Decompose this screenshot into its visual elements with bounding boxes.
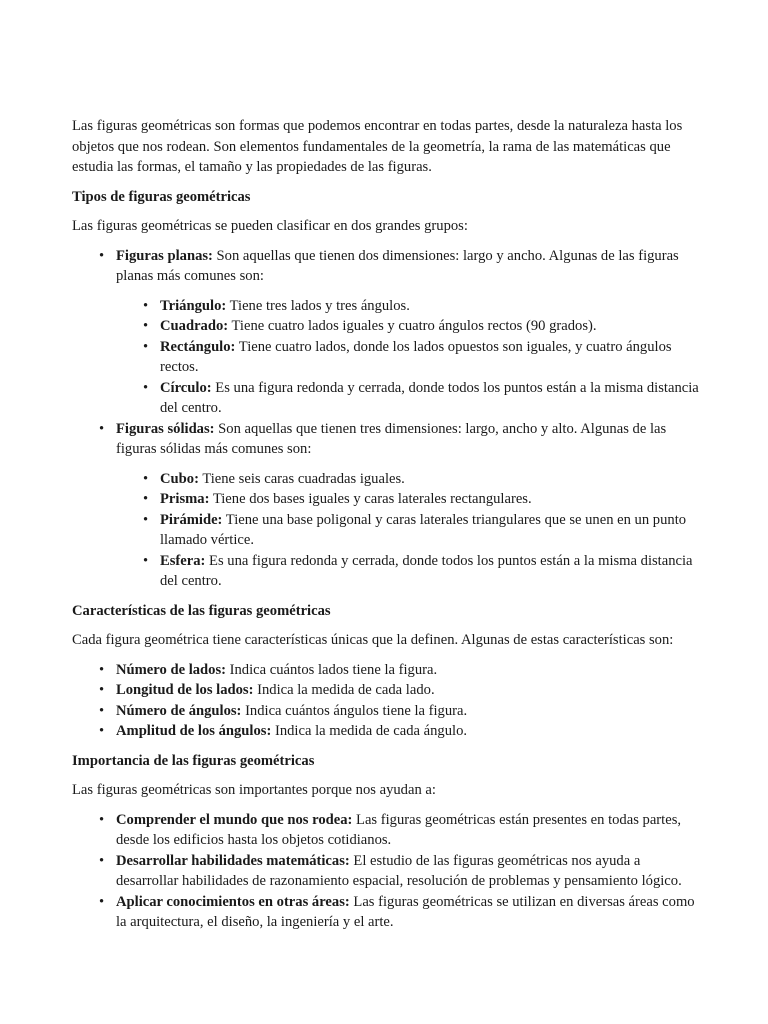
term: Prisma: — [160, 491, 210, 507]
definition: Indica cuántos ángulos tiene la figura. — [241, 702, 468, 719]
definition: Tiene cuatro lados, donde los lados opuestos son iguales, y cuatro ángulos rectos. — [160, 338, 672, 375]
definition: Las figuras geométricas se utilizan en diversas áreas como la arquitectura, el diseño, la ingeniería y el arte. — [116, 893, 695, 930]
definition: Tiene dos bases iguales y caras laterales rectangulares. — [209, 491, 532, 507]
term: Número de lados: — [116, 661, 226, 678]
definition: Indica la medida de cada lado. — [253, 682, 435, 698]
term: Longitud de los lados: — [116, 682, 254, 698]
solidas-sublist — [116, 469, 700, 592]
list-item — [116, 721, 700, 742]
definition: Las figuras geométricas están presentes en todas partes, desde los edificios hasta los objetos cotidianos. — [116, 811, 682, 848]
list-item — [116, 892, 700, 933]
section-heading-importancia: Importancia de las figuras geométricas — [72, 752, 315, 769]
term: Aplicar conocimientos en otras áreas: — [116, 893, 350, 910]
list-item — [160, 378, 700, 419]
list-item — [160, 489, 700, 510]
list-item — [160, 337, 700, 378]
tipos-list — [72, 246, 700, 592]
list-item — [116, 701, 700, 722]
intro-paragraph: Las figuras geométricas son formas que podemos encontrar en todas partes, desde la naturaleza hasta los objetos que nos rodean. Son elementos fundamentales de la geometría, la rama de las matemáticas que estudia las formas, el tamaño y las propiedades de las figuras. — [72, 118, 683, 175]
term: Esfera: — [160, 552, 206, 569]
importancia-list — [72, 810, 700, 933]
list-item — [116, 810, 700, 851]
caracteristicas-list — [72, 660, 700, 742]
term: Figuras planas: — [116, 247, 213, 264]
term: Amplitud de los ángulos: — [116, 723, 272, 739]
definition: Es una figura redonda y cerrada, donde todos los puntos están a la misma distancia del centro. — [160, 379, 699, 416]
list-item — [116, 851, 700, 892]
term: Cubo: — [160, 470, 199, 487]
definition: El estudio de las figuras geométricas nos ayuda a desarrollar habilidades de razonamiento espacial, resolución de problemas y pensamiento lógico. — [116, 852, 682, 889]
list-item — [160, 316, 700, 337]
definition: Son aquellas que tienen tres dimensiones: largo, ancho y alto. Algunas de las figuras sólidas más comunes son: — [116, 420, 667, 457]
definition: Es una figura redonda y cerrada, donde todos los puntos están a la misma distancia del centro. — [160, 552, 693, 589]
section-heading-tipos: Tipos de figuras geométricas — [72, 188, 251, 205]
definition: Tiene una base poligonal y caras laterales triangulares que se unen en un punto llamado vértice. — [160, 511, 687, 548]
caracteristicas-intro: Cada figura geométrica tiene características únicas que la definen. Algunas de estas características son: — [72, 632, 674, 648]
term: Rectángulo: — [160, 338, 236, 355]
definition: Tiene tres lados y tres ángulos. — [226, 297, 410, 314]
section-heading-caracteristicas: Características de las figuras geométricas — [72, 602, 331, 619]
tipos-intro: Las figuras geométricas se pueden clasificar en dos grandes grupos: — [72, 218, 468, 234]
list-item — [160, 510, 700, 551]
term: Triángulo: — [160, 297, 227, 314]
term: Comprender el mundo que nos rodea: — [116, 811, 353, 828]
list-item-figuras-solidas — [116, 419, 700, 592]
list-item — [160, 469, 700, 490]
term: Número de ángulos: — [116, 702, 242, 719]
definition: Indica cuántos lados tiene la figura. — [226, 661, 438, 678]
term: Figuras sólidas: — [116, 420, 215, 437]
definition: Tiene cuatro lados iguales y cuatro ángulos rectos (90 grados). — [228, 318, 597, 334]
term: Círculo: — [160, 379, 212, 396]
term: Cuadrado: — [160, 318, 229, 334]
term: Pirámide: — [160, 511, 223, 528]
document-page — [72, 116, 700, 942]
list-item — [160, 296, 700, 317]
definition: Indica la medida de cada ángulo. — [271, 723, 468, 739]
list-item — [116, 680, 700, 701]
list-item — [116, 660, 700, 681]
importancia-intro: Las figuras geométricas son importantes porque nos ayudan a: — [72, 782, 436, 798]
list-item-figuras-planas — [116, 246, 700, 419]
list-item — [160, 551, 700, 592]
definition: Son aquellas que tienen dos dimensiones: largo y ancho. Algunas de las figuras planas más comunes son: — [116, 247, 679, 284]
definition: Tiene seis caras cuadradas iguales. — [198, 470, 405, 487]
planas-sublist — [116, 296, 700, 419]
term: Desarrollar habilidades matemáticas: — [116, 852, 350, 869]
